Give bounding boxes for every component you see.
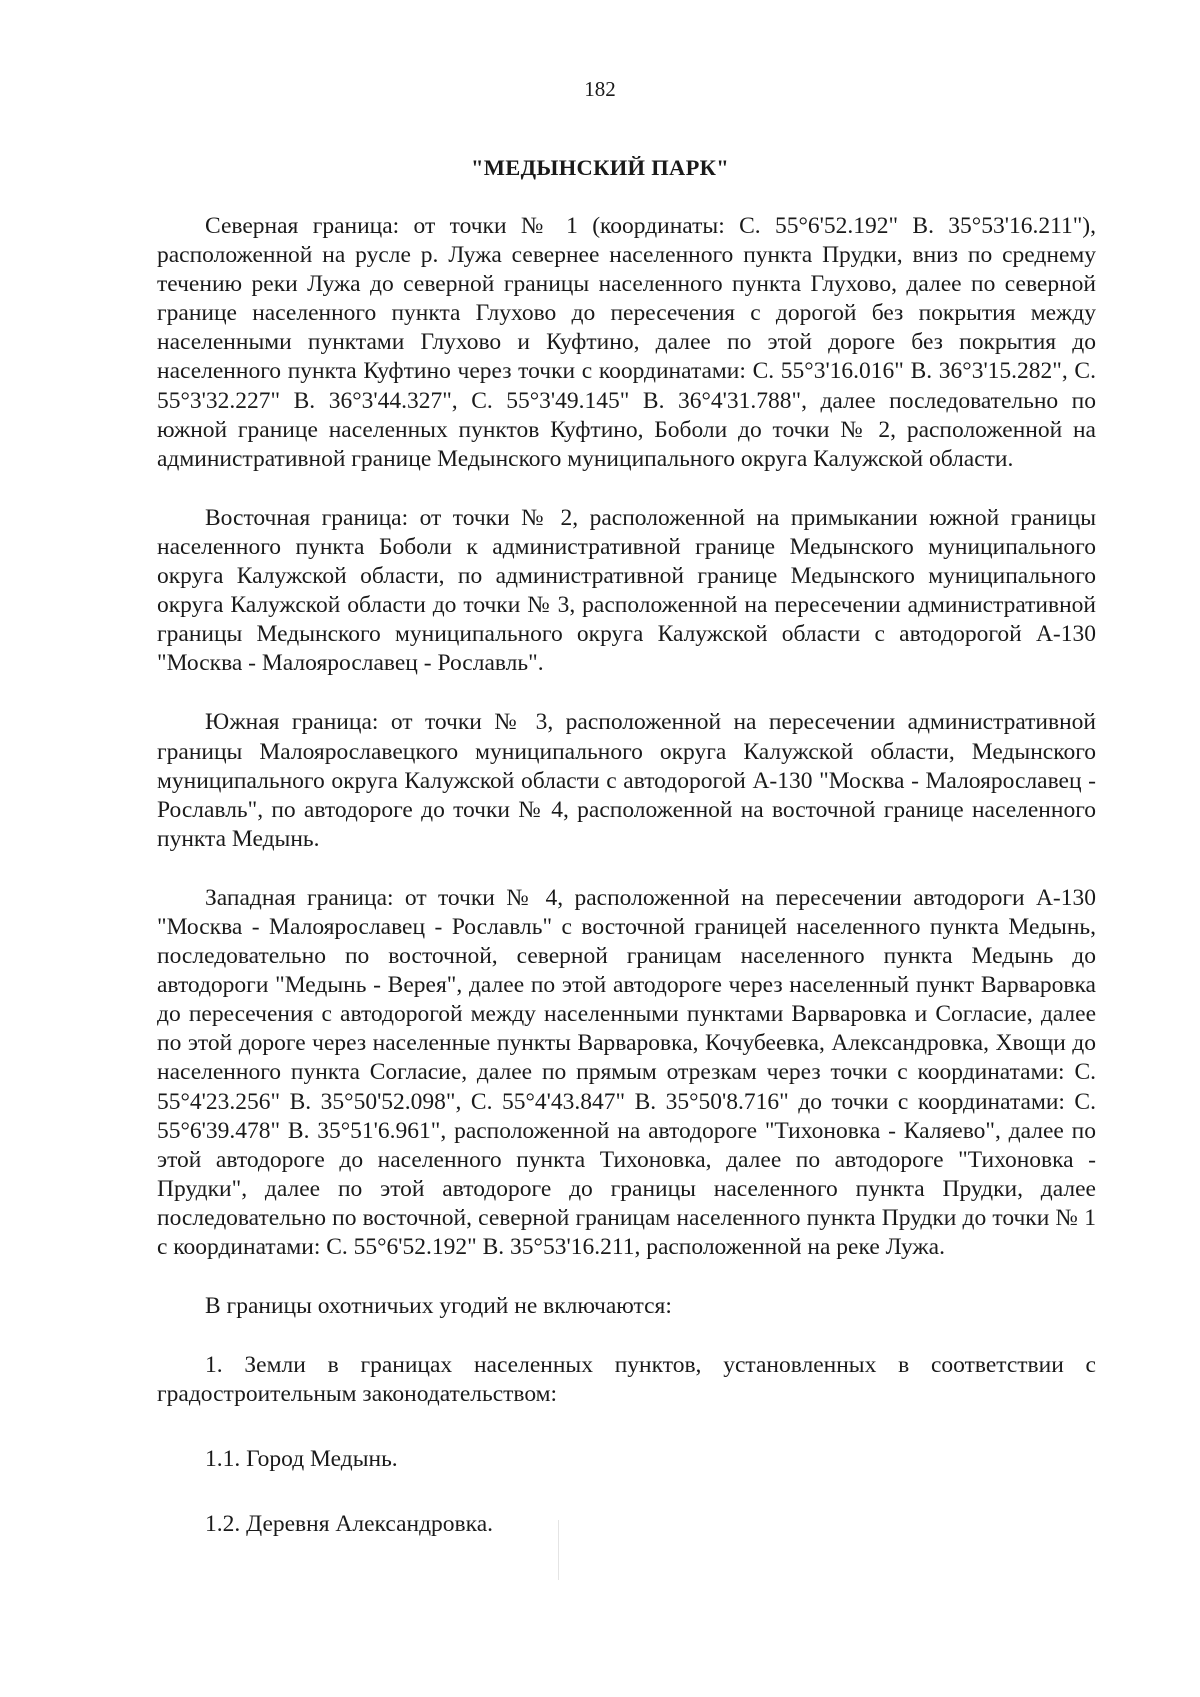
north-boundary-paragraph: Северная граница: от точки № 1 (координаты: С. 55°6'52.192" В. 35°53'16.211"), расположенной на русле р. Лужа севернее населенного пункта Прудки, вниз по среднему течению реки Лужа до северной границы населенного пункта Глухово, далее по северной границе населенного пункта Глухово до пересечения с дорогой без покрытия между населенными пунктами Глухово и Куфтино, далее по этой дороге без покрытия до населенного пункта Куфтино через точки с координатами: С. 55°3'16.016" В. 36°3'15.282", С. 55°3'32.227" В. 36°3'44.327", С. 55°3'49.145" В. 36°4'31.788", далее последовательно по южной границе населенных пунктов Куфтино, Боболи до точки № 2, расположенной на административной границе Медынского муниципального округа Калужской области.: [157, 213, 1096, 472]
page-number: 182: [584, 77, 616, 101]
exclusions-intro: В границы охотничьих угодий не включаются:: [205, 1293, 672, 1320]
south-boundary-paragraph: Южная граница: от точки № 3, расположенной на пересечении административной границы Малоярославецкого муниципального округа Калужской области, Медынского муниципального округа Калужской области с автодорогой А-130 "Москва - Малоярославец - Рославль", по автодороге до точки № 4, расположенной на восточной границе населенного пункта Медынь.: [157, 709, 1096, 852]
scan-artifact-line: [558, 1520, 559, 1580]
exclusion-item-1-1: 1.1. Город Медынь.: [205, 1446, 398, 1473]
document-body: [157, 212, 1096, 1540]
west-boundary-paragraph: Западная граница: от точки № 4, расположенной на пересечении автодороги А-130 "Москва - Малоярославец - Рославль" с восточной границей населенного пункта Медынь, последовательно по восточной, северной границам населенного пункта Медынь до автодороги "Медынь - Верея", далее по этой автодороге через населенный пункт Варваровка до пересечения с автодорогой между населенными пунктами Варваровка и Согласие, далее по этой дороге через населенные пункты Варваровка, Кочубеевка, Александровка, Хвощи до населенного пункта Согласие, далее по прямым отрезкам через точки с координатами: С. 55°4'23.256" В. 35°50'52.098", С. 55°4'43.847" В. 35°50'8.716" до точки с координатами: С. 55°6'39.478" В. 35°51'6.961", расположенной на автодороге "Тихоновка - Каляево", далее по этой автодороге до населенного пункта Тихоновка, далее по автодороге "Тихоновка - Прудки", далее по этой автодороге до границы населенного пункта Прудки, далее последовательно по восточной, северной границам населенного пункта Прудки до точки № 1 с координатами: С. 55°6'52.192" В. 35°53'16.211, расположенной на реке Лужа.: [157, 884, 1096, 1260]
page-title: "МЕДЫНСКИЙ ПАРК": [470, 155, 730, 180]
exclusion-item-1: 1. Земли в границах населенных пунктов, установленных в соответствии с градостроительным законодательством:: [157, 1352, 1096, 1408]
exclusion-item-1-2: 1.2. Деревня Александровка.: [205, 1511, 494, 1538]
east-boundary-paragraph: Восточная граница: от точки № 2, расположенной на примыкании южной границы населенного пункта Боболи к административной границе Медынского муниципального округа Калужской области, по административной границе Медынского муниципального округа Калужской области до точки № 3, расположенной на пересечении административной границы Медынского муниципального округа Калужской области с автодорогой А-130 "Москва - Малоярославец - Рославль".: [157, 504, 1096, 677]
